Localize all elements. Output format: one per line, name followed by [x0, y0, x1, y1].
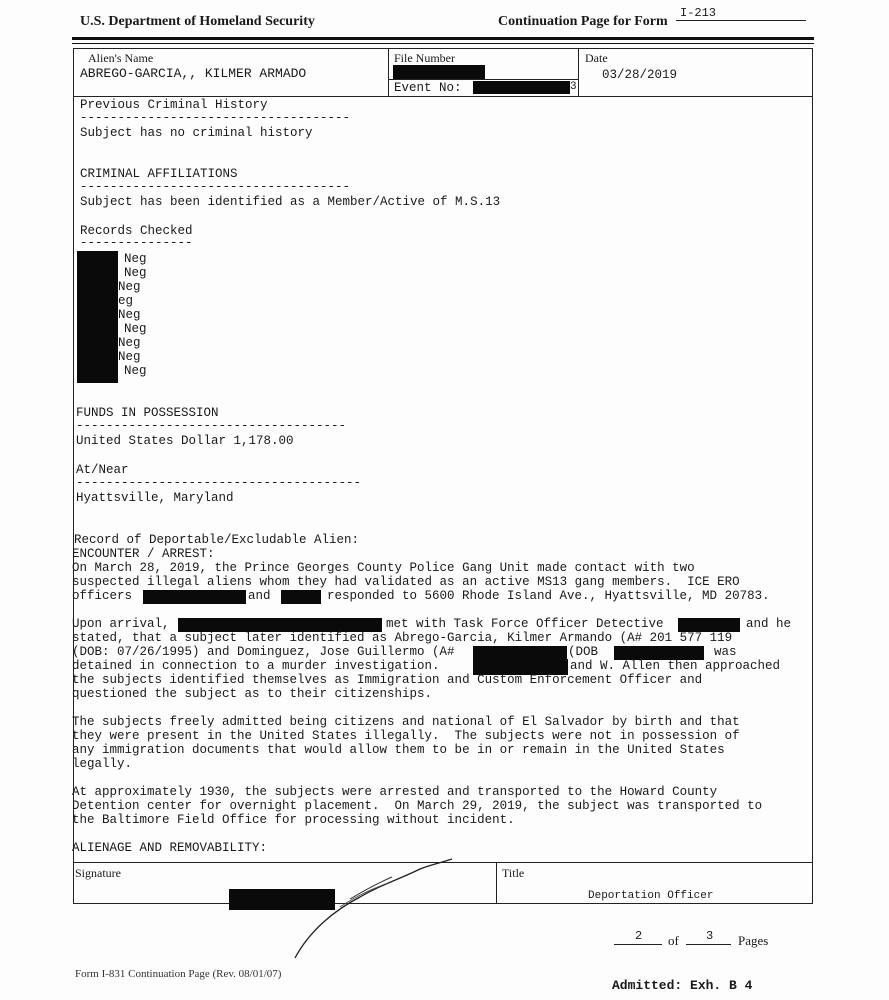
record-result: eg [118, 294, 134, 308]
date-label: Date [585, 51, 608, 65]
event-no-label: Event No: [394, 81, 462, 95]
form-footer: Form I-831 Continuation Page (Rev. 08/01/07) [75, 968, 282, 980]
at-near-title: At/Near [76, 463, 129, 477]
header-rule [72, 37, 814, 40]
affiliations-text: Subject has been identified as a Member/Active of M.S.13 [80, 195, 501, 209]
narrative-line: was [714, 645, 737, 659]
narrative-heading: Record of Deportable/Excludable Alien: [74, 533, 360, 547]
redaction [473, 646, 567, 660]
narrative-line: At approximately 1930, the subjects were arrested and transported to the Howard County [72, 785, 718, 799]
file-number-label: File Number [394, 51, 455, 65]
affiliations-title: CRIMINAL AFFILIATIONS [80, 167, 238, 181]
narrative-line: questioned the subject as to their citizenships. [72, 687, 433, 701]
narrative-line: the subjects identified themselves as Immigration and Custom Enforcement Officer and [72, 673, 703, 687]
narrative-line: the Baltimore Field Office for processing without incident. [72, 813, 515, 827]
form-number: I-213 [676, 6, 806, 21]
signature-col-divider [496, 862, 497, 904]
redaction [473, 81, 570, 94]
page-total-underline [686, 944, 731, 945]
narrative-line: On March 28, 2019, the Prince Georges County Police Gang Unit made contact with two [72, 561, 695, 575]
form-title: Continuation Page for Form [498, 14, 668, 29]
agency-name: U.S. Department of Homeland Security [80, 14, 315, 29]
record-result: Neg [118, 280, 141, 294]
signature-scribble [280, 855, 460, 965]
of-label: of [668, 933, 679, 948]
page-current-underline [614, 944, 662, 945]
record-result: Neg [118, 308, 141, 322]
narrative-line: and he [746, 617, 792, 631]
alienage-heading: ALIENAGE AND REMOVABILITY: [72, 841, 268, 855]
field-col-divider [578, 49, 579, 96]
narrative-line: detained in connection to a murder investigation. [72, 659, 440, 673]
header-rule-thin [72, 43, 814, 44]
narrative-line: and W. Allen then approached [570, 659, 781, 673]
date-value: 03/28/2019 [602, 68, 678, 82]
title-label: Title [502, 866, 525, 880]
field-col-divider [388, 49, 389, 96]
redaction [281, 590, 321, 604]
signature-label: Signature [75, 866, 121, 880]
redaction [393, 65, 485, 79]
narrative-line: legally. [72, 757, 133, 771]
pages-label: Pages [738, 933, 769, 948]
prev-criminal-text: Subject has no criminal history [80, 126, 313, 140]
narrative-line: (DOB: 07/26/1995) and Dominguez, Jose Guillermo (A# [72, 645, 455, 659]
record-result: Neg [124, 266, 147, 280]
narrative-line: they were present in the United States illegally. The subjects were not in possession of [72, 729, 740, 743]
exhibit-stamp: Admitted: Exh. B 4 [612, 978, 753, 993]
page-total: 3 [706, 929, 714, 943]
narrative-line: and [248, 589, 271, 603]
redaction [143, 590, 246, 604]
file-event-divider [389, 79, 578, 80]
narrative-line: responded to 5600 Rhode Island Ave., Hyattsville, MD 20783. [327, 589, 770, 603]
narrative-line: officers [72, 589, 133, 603]
narrative-line: stated, that a subject later identified as Abrego-Garcia, Kilmer Armando (A# 201 577 119 [72, 631, 733, 645]
redaction [77, 251, 118, 383]
divider-dashes: ------------------------------------ [80, 180, 351, 194]
funds-title: FUNDS IN POSSESSION [76, 406, 219, 420]
narrative-line: Detention center for overnight placement. On March 29, 2019, the subject was transported to [72, 799, 763, 813]
records-title: Records Checked [80, 224, 193, 238]
narrative-line: any immigration documents that would allow them to be in or remain in the United States [72, 743, 725, 757]
narrative-line: The subjects freely admitted being citizens and national of El Salvador by birth and that [72, 715, 740, 729]
narrative-line: met with Task Force Officer Detective [386, 617, 664, 631]
divider-dashes: ------------------------------------ [80, 111, 351, 125]
event-no-suffix: 3 [570, 81, 577, 93]
record-result: Neg [124, 322, 147, 336]
record-result: Neg [124, 364, 147, 378]
narrative-line: (DOB [568, 645, 599, 659]
at-near-text: Hyattsville, Maryland [76, 491, 234, 505]
funds-text: United States Dollar 1,178.00 [76, 434, 294, 448]
record-result: Neg [118, 350, 141, 364]
alien-name-label: Alien's Name [88, 51, 154, 65]
narrative-line: Upon arrival, [72, 617, 170, 631]
page-current: 2 [635, 929, 643, 943]
field-row-divider [74, 96, 812, 97]
redaction [614, 646, 704, 660]
record-result: Neg [118, 336, 141, 350]
divider-dashes: --------------- [80, 236, 193, 250]
redaction [178, 618, 382, 632]
prev-criminal-title: Previous Criminal History [80, 98, 268, 112]
alien-name-value: ABREGO-GARCIA,, KILMER ARMADO [80, 66, 307, 81]
title-value: Deportation Officer [588, 890, 714, 902]
divider-dashes: -------------------------------------- [76, 476, 362, 490]
narrative-line: suspected illegal aliens whom they had validated as an active MS13 gang members. ICE ERO [72, 575, 740, 589]
redaction [678, 618, 740, 632]
record-result: Neg [124, 252, 147, 266]
narrative-subheading: ENCOUNTER / ARREST: [72, 547, 215, 561]
divider-dashes: ------------------------------------ [76, 419, 347, 433]
